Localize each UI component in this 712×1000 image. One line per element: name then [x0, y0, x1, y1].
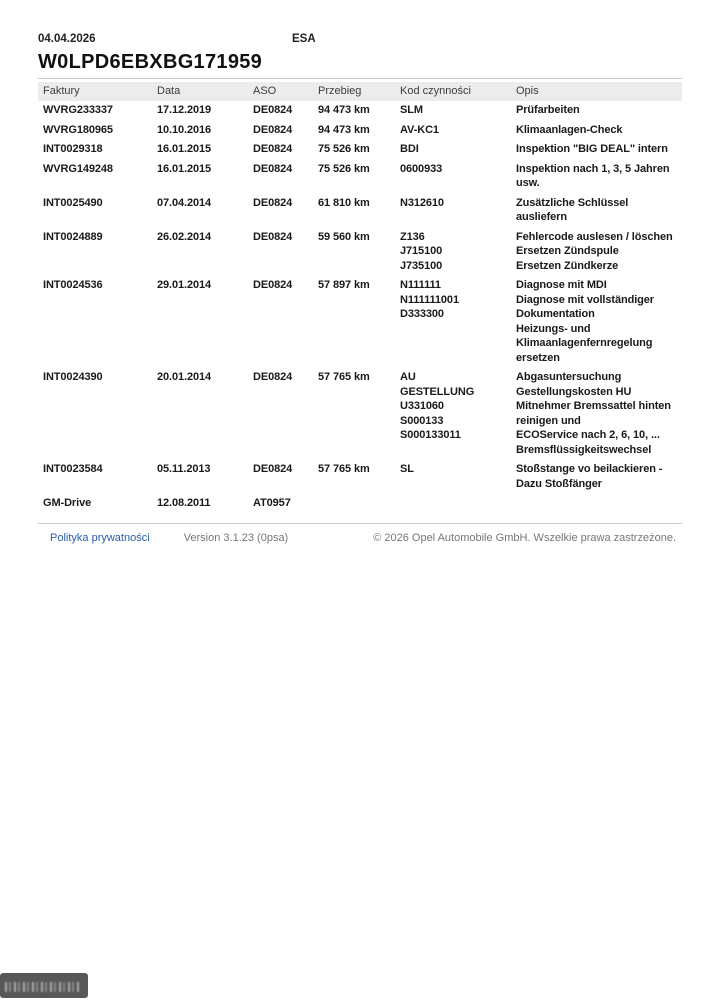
cell-date: 29.01.2014: [157, 279, 212, 291]
cell-aso: DE0824: [253, 143, 293, 155]
table-row: [38, 121, 682, 141]
cell-descriptions: [511, 196, 682, 225]
table-row: [38, 276, 682, 368]
cell-date: 16.01.2015: [157, 143, 212, 155]
cell-invoice: WVRG149248: [43, 162, 113, 175]
column-header-desc: Opis: [516, 85, 539, 97]
cell-aso: DE0824: [253, 279, 293, 291]
cell-invoice: INT0029318: [43, 143, 103, 155]
cell-codes-line: J735100: [400, 259, 443, 272]
table-row: [38, 228, 682, 277]
top-bar: [38, 33, 682, 45]
cell-descriptions-line: Prüfarbeiten: [516, 104, 580, 116]
cell-codes-line: Z136: [400, 230, 425, 243]
cell-codes: [395, 103, 511, 118]
vin-heading: W0LPD6EBXBG171959: [38, 51, 263, 73]
cell-invoice: INT0023584: [43, 463, 103, 475]
table-row: [38, 194, 682, 228]
table-row: [38, 160, 682, 194]
cell-codes: [395, 496, 511, 511]
cell-descriptions-line: Diagnose mit vollständiger Dokumentation: [516, 293, 654, 320]
cell-codes-line: GESTELLUNG: [400, 385, 475, 398]
cell-descriptions: [511, 103, 682, 118]
app-name: ESA: [292, 33, 316, 45]
cell-invoice: INT0025490: [43, 196, 103, 209]
cell-codes-line: J715100: [400, 245, 443, 257]
table-row: [38, 101, 682, 121]
cell-descriptions-line: Diagnose mit MDI: [516, 279, 607, 291]
cell-aso: DE0824: [253, 463, 293, 475]
copyright-text: © 2026 Opel Automobile GmbH. Wszelkie prawa zastrzeżone.: [373, 531, 676, 544]
cell-date: 17.12.2019: [157, 104, 212, 116]
cell-date: 20.01.2014: [157, 371, 212, 383]
cell-codes-line: S000133011: [400, 429, 461, 441]
table-row: [38, 140, 682, 160]
cell-codes: [395, 142, 511, 157]
column-header-date: Data: [157, 85, 181, 97]
cell-codes-line: BDI: [400, 143, 419, 155]
cell-codes: [395, 462, 511, 491]
cell-descriptions-line: Fehlercode auslesen / löschen: [516, 230, 673, 243]
cell-codes-line: SLM: [400, 104, 423, 116]
column-header-invoice: Faktury: [43, 85, 80, 97]
table-row: [38, 460, 682, 494]
cell-descriptions-line: Inspektion "BIG DEAL" intern: [516, 143, 668, 155]
cell-descriptions: [511, 462, 682, 491]
cell-codes-line: AU: [400, 371, 416, 383]
cell-codes-line: U331060: [400, 400, 444, 412]
watermark: [0, 973, 88, 998]
cell-descriptions-line: Gestellungskosten HU: [516, 385, 632, 398]
cell-date: 05.11.2013: [157, 463, 211, 475]
cell-codes-line: N111111001: [400, 293, 459, 306]
cell-descriptions: [511, 123, 682, 138]
cell-codes: [395, 196, 511, 225]
cell-date: 16.01.2015: [157, 162, 212, 175]
cell-mileage: [313, 496, 395, 511]
cell-mileage: 57 765 km: [318, 371, 370, 383]
cell-codes: [395, 123, 511, 138]
cell-mileage: 75 526 km: [318, 162, 370, 175]
cell-descriptions-line: Stoßstange vo beilackieren - Dazu Stoßfänger: [516, 463, 663, 490]
cell-codes-line: D333300: [400, 308, 444, 320]
cell-descriptions: [511, 496, 682, 511]
table-row: [38, 494, 682, 514]
cell-codes-line: SL: [400, 463, 414, 475]
cell-descriptions-line: Abgasuntersuchung: [516, 371, 622, 383]
cell-mileage: 94 473 km: [318, 123, 370, 136]
cell-codes-line: N312610: [400, 196, 444, 209]
header-divider: [38, 78, 682, 79]
cell-descriptions-line: ECOService nach 2, 6, 10, ...: [516, 429, 660, 441]
service-history-table: [38, 82, 682, 514]
cell-descriptions-line: Ersetzen Zündspule: [516, 245, 619, 257]
column-header-aso: ASO: [253, 85, 277, 97]
cell-mileage: 57 897 km: [318, 279, 370, 291]
table-row: [38, 368, 682, 460]
cell-codes: [395, 162, 511, 191]
cell-aso: AT0957: [253, 497, 291, 509]
cell-descriptions: [511, 162, 682, 191]
cell-descriptions-line: Ersetzen Zündkerze: [516, 259, 619, 272]
cell-invoice: WVRG233337: [43, 104, 113, 116]
cell-date: 10.10.2016: [157, 123, 212, 136]
cell-mileage: 57 765 km: [318, 463, 370, 475]
cell-aso: DE0824: [253, 371, 293, 383]
cell-mileage: 59 560 km: [318, 230, 370, 243]
cell-mileage: 61 810 km: [318, 196, 370, 209]
cell-mileage: 75 526 km: [318, 143, 370, 155]
cell-mileage: 94 473 km: [318, 104, 370, 116]
cell-descriptions: [511, 370, 682, 457]
privacy-policy-link[interactable]: Polityka prywatności: [50, 531, 150, 544]
cell-aso: DE0824: [253, 196, 293, 209]
cell-invoice: WVRG180965: [43, 123, 113, 136]
cell-aso: DE0824: [253, 230, 293, 243]
cell-codes: [395, 230, 511, 274]
cell-descriptions-line: Inspektion nach 1, 3, 5 Jahren usw.: [516, 162, 670, 189]
column-header-codes: Kod czynności: [400, 85, 471, 97]
cell-descriptions: [511, 230, 682, 274]
cell-aso: DE0824: [253, 123, 293, 136]
cell-codes: [395, 370, 511, 457]
cell-invoice: GM-Drive: [43, 497, 92, 509]
cell-aso: DE0824: [253, 104, 293, 116]
cell-aso: DE0824: [253, 162, 293, 175]
cell-date: 26.02.2014: [157, 230, 212, 243]
report-date: 04.04.2026: [38, 33, 96, 45]
cell-date: 12.08.2011: [157, 497, 211, 509]
cell-date: 07.04.2014: [157, 196, 212, 209]
cell-descriptions: [511, 278, 682, 365]
footer: [38, 523, 682, 544]
cell-codes-line: S000133: [400, 414, 444, 427]
cell-codes: [395, 278, 511, 365]
cell-descriptions-line: Bremsflüssigkeitswechsel: [516, 443, 652, 456]
cell-invoice: INT0024390: [43, 371, 103, 383]
cell-descriptions-line: Mitnehmer Bremssattel hinten reinigen und: [516, 400, 671, 427]
version-text: Version 3.1.23 (0psa): [183, 531, 289, 544]
cell-descriptions: [511, 142, 682, 157]
cell-invoice: INT0024536: [43, 279, 103, 291]
table-body: [38, 101, 682, 514]
cell-codes-line: N111111: [400, 279, 441, 291]
cell-descriptions-line: Zusätzliche Schlüssel ausliefern: [516, 196, 629, 223]
cell-codes-line: AV-KC1: [400, 123, 439, 136]
column-header-mileage: Przebieg: [318, 85, 362, 97]
table-header-row: [38, 82, 682, 101]
cell-descriptions-line: Heizungs- und Klimaanlagenfernregelung ersetzen: [516, 322, 653, 364]
cell-descriptions-line: Klimaanlagen-Check: [516, 123, 623, 136]
cell-invoice: INT0024889: [43, 230, 103, 243]
cell-codes-line: 0600933: [400, 162, 443, 175]
